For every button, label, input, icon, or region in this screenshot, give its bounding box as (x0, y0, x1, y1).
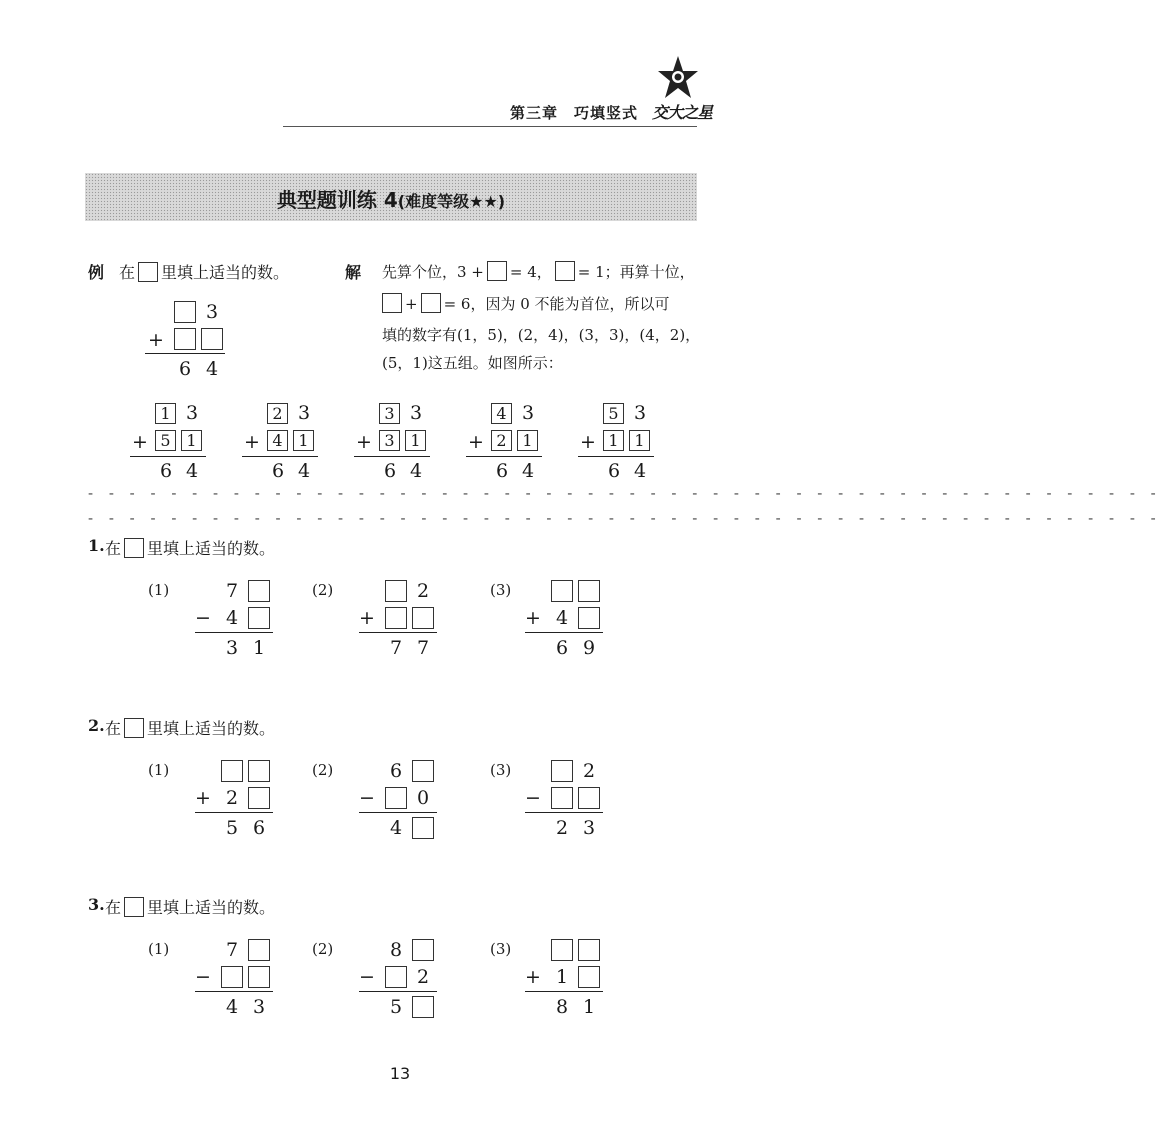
answer-box[interactable] (412, 760, 434, 782)
answer-box[interactable] (201, 328, 223, 350)
answer-box[interactable] (385, 580, 407, 602)
brand-label: 交大之星 (652, 103, 713, 122)
filled-box: 1 (155, 403, 176, 424)
digit: 3 (409, 402, 423, 424)
solution-text: = 6，因为 0 不能为首位，所以可 (443, 295, 670, 313)
digit: 6 (383, 460, 397, 482)
example-prompt (119, 260, 289, 283)
item-label: (3) (490, 940, 512, 958)
item-label: (2) (312, 940, 334, 958)
filled-box: 1 (405, 430, 426, 451)
digit: 6 (607, 460, 621, 482)
section-banner (85, 173, 697, 221)
digit: 2 (555, 817, 569, 839)
operator: + (132, 431, 148, 453)
solution-line-4: (5，1)这五组。如图所示： (382, 354, 563, 372)
operator: + (580, 431, 596, 453)
banner-difficulty: (难度等级★★) (397, 192, 506, 211)
digit: 9 (582, 637, 596, 659)
filled-box: 1 (517, 430, 538, 451)
prompt-pre: 在 (119, 263, 136, 282)
digit: 5 (225, 817, 239, 839)
digit: 3 (633, 402, 647, 424)
answer-box[interactable] (385, 607, 407, 629)
item-label: (3) (490, 581, 512, 599)
digit: 4 (633, 460, 647, 482)
filled-box: 2 (491, 430, 512, 451)
solution-text: + (405, 295, 418, 313)
digit: 8 (389, 939, 403, 961)
digit: 4 (205, 358, 219, 380)
answer-box[interactable] (248, 939, 270, 961)
answer-box[interactable] (174, 301, 196, 323)
sum-line (525, 632, 603, 633)
chapter-title: 第三章 巧填竖式 (510, 104, 639, 122)
solution-line-3: 填的数字有(1，5)，(2，4)，(3，3)，(4，2)， (382, 326, 701, 344)
digit: 6 (178, 358, 192, 380)
sum-line (359, 991, 437, 992)
filled-box: 3 (379, 403, 400, 424)
digit: 4 (389, 817, 403, 839)
answer-box[interactable] (551, 760, 573, 782)
answer-box[interactable] (385, 966, 407, 988)
operator: + (148, 329, 164, 351)
operator: + (525, 607, 541, 629)
digit: 3 (205, 301, 219, 323)
digit: 4 (409, 460, 423, 482)
digit: 3 (582, 817, 596, 839)
operator: − (525, 787, 541, 809)
digit: 3 (252, 996, 266, 1018)
filled-box: 5 (155, 430, 176, 451)
digit: 7 (225, 580, 239, 602)
prompt-post: 里填上适当的数。 (161, 263, 290, 282)
blank-box-icon (138, 262, 158, 282)
blank-box-icon (124, 718, 144, 738)
answer-box[interactable] (248, 787, 270, 809)
operator: + (195, 787, 211, 809)
answer-box[interactable] (385, 787, 407, 809)
item-label: (1) (148, 581, 170, 599)
operator: + (356, 431, 372, 453)
sum-line (525, 991, 603, 992)
sum-line (145, 353, 225, 354)
digit: 2 (416, 966, 430, 988)
operator: + (525, 966, 541, 988)
solution-line-1 (382, 261, 695, 282)
header-rule (283, 126, 697, 127)
digit: 4 (555, 607, 569, 629)
dashed-divider: - - - - - - - - - - - - - - - - - - - - - - - - - - - - - - - - - - - - - - - - - - - - - - - - - - - - (88, 509, 1161, 527)
item-label: (1) (148, 761, 170, 779)
sum-line (359, 632, 437, 633)
prompt-post: 里填上适当的数。 (147, 539, 276, 558)
problem-prompt (105, 895, 275, 918)
answer-box[interactable] (578, 580, 600, 602)
answer-box[interactable] (412, 996, 434, 1018)
digit: 1 (252, 637, 266, 659)
digit: 5 (389, 996, 403, 1018)
digit: 6 (389, 760, 403, 782)
digit: 4 (185, 460, 199, 482)
sum-line (359, 812, 437, 813)
answer-box[interactable] (248, 607, 270, 629)
sum-line (195, 812, 273, 813)
answer-box[interactable] (551, 580, 573, 602)
digit: 3 (521, 402, 535, 424)
digit: 3 (185, 402, 199, 424)
solution-text: = 1；再算十位， (577, 263, 695, 281)
answer-box[interactable] (174, 328, 196, 350)
answer-box[interactable] (578, 939, 600, 961)
problem-number: 1. (88, 536, 105, 555)
digit: 3 (297, 402, 311, 424)
answer-box[interactable] (578, 607, 600, 629)
digit: 4 (521, 460, 535, 482)
filled-box: 4 (267, 430, 288, 451)
filled-box: 3 (379, 430, 400, 451)
digit: 4 (225, 607, 239, 629)
problem-prompt (105, 716, 275, 739)
digit: 3 (225, 637, 239, 659)
banner-title-text: 典型题训练 4 (276, 188, 398, 212)
answer-box[interactable] (248, 760, 270, 782)
blank-box-icon (421, 293, 441, 313)
sum-line (195, 632, 273, 633)
digit: 2 (416, 580, 430, 602)
digit: 1 (582, 996, 596, 1018)
blank-box-icon (487, 261, 507, 281)
sum-line (525, 812, 603, 813)
solution-text: = 4， (509, 263, 552, 281)
sum-line (195, 991, 273, 992)
operator: + (244, 431, 260, 453)
digit: 6 (252, 817, 266, 839)
operator: − (195, 607, 211, 629)
answer-box[interactable] (412, 939, 434, 961)
operator: + (359, 607, 375, 629)
digit: 6 (271, 460, 285, 482)
digit: 8 (555, 996, 569, 1018)
example-label: 例 (88, 263, 105, 282)
star-logo-icon (658, 56, 698, 100)
solution-line-2 (382, 293, 670, 314)
problem-number: 2. (88, 716, 105, 735)
answer-box[interactable] (551, 787, 573, 809)
prompt-pre: 在 (105, 539, 122, 558)
answer-box[interactable] (221, 760, 243, 782)
digit: 4 (297, 460, 311, 482)
answer-box[interactable] (412, 817, 434, 839)
filled-box: 1 (629, 430, 650, 451)
item-label: (3) (490, 761, 512, 779)
prompt-post: 里填上适当的数。 (147, 719, 276, 738)
item-label: (1) (148, 940, 170, 958)
dashed-divider: - - - - - - - - - - - - - - - - - - - - - - - - - - - - - - - - - - - - - - - - - - - - - - - - - - - - (88, 484, 1161, 502)
item-label: (2) (312, 761, 334, 779)
problem-prompt (105, 536, 275, 559)
answer-box[interactable] (248, 580, 270, 602)
solution-text: 先算个位，3 + (382, 263, 484, 281)
answer-box[interactable] (248, 966, 270, 988)
sum-line (242, 456, 318, 457)
blank-box-icon (555, 261, 575, 281)
digit: 1 (555, 966, 569, 988)
problem-number: 3. (88, 895, 105, 914)
filled-box: 4 (491, 403, 512, 424)
filled-box: 1 (293, 430, 314, 451)
digit: 4 (225, 996, 239, 1018)
blank-box-icon (382, 293, 402, 313)
banner-title (85, 184, 697, 213)
digit: 7 (225, 939, 239, 961)
answer-box[interactable] (221, 966, 243, 988)
digit: 0 (416, 787, 430, 809)
digit: 6 (159, 460, 173, 482)
answer-box[interactable] (551, 939, 573, 961)
digit: 2 (225, 787, 239, 809)
answer-box[interactable] (412, 607, 434, 629)
blank-box-icon (124, 538, 144, 558)
operator: + (468, 431, 484, 453)
prompt-pre: 在 (105, 719, 122, 738)
answer-box[interactable] (578, 787, 600, 809)
prompt-post: 里填上适当的数。 (147, 898, 276, 917)
filled-box: 1 (603, 430, 624, 451)
filled-box: 1 (181, 430, 202, 451)
digit: 6 (555, 637, 569, 659)
sum-line (466, 456, 542, 457)
sum-line (578, 456, 654, 457)
digit: 2 (582, 760, 596, 782)
digit: 6 (495, 460, 509, 482)
prompt-pre: 在 (105, 898, 122, 917)
filled-box: 2 (267, 403, 288, 424)
sum-line (354, 456, 430, 457)
digit: 7 (416, 637, 430, 659)
page-number: 13 (389, 1064, 411, 1083)
filled-box: 5 (603, 403, 624, 424)
operator: − (359, 966, 375, 988)
sum-line (130, 456, 206, 457)
digit: 7 (389, 637, 403, 659)
item-label: (2) (312, 581, 334, 599)
operator: − (195, 966, 211, 988)
answer-box[interactable] (578, 966, 600, 988)
operator: − (359, 787, 375, 809)
blank-box-icon (124, 897, 144, 917)
solution-label: 解 (345, 263, 362, 282)
